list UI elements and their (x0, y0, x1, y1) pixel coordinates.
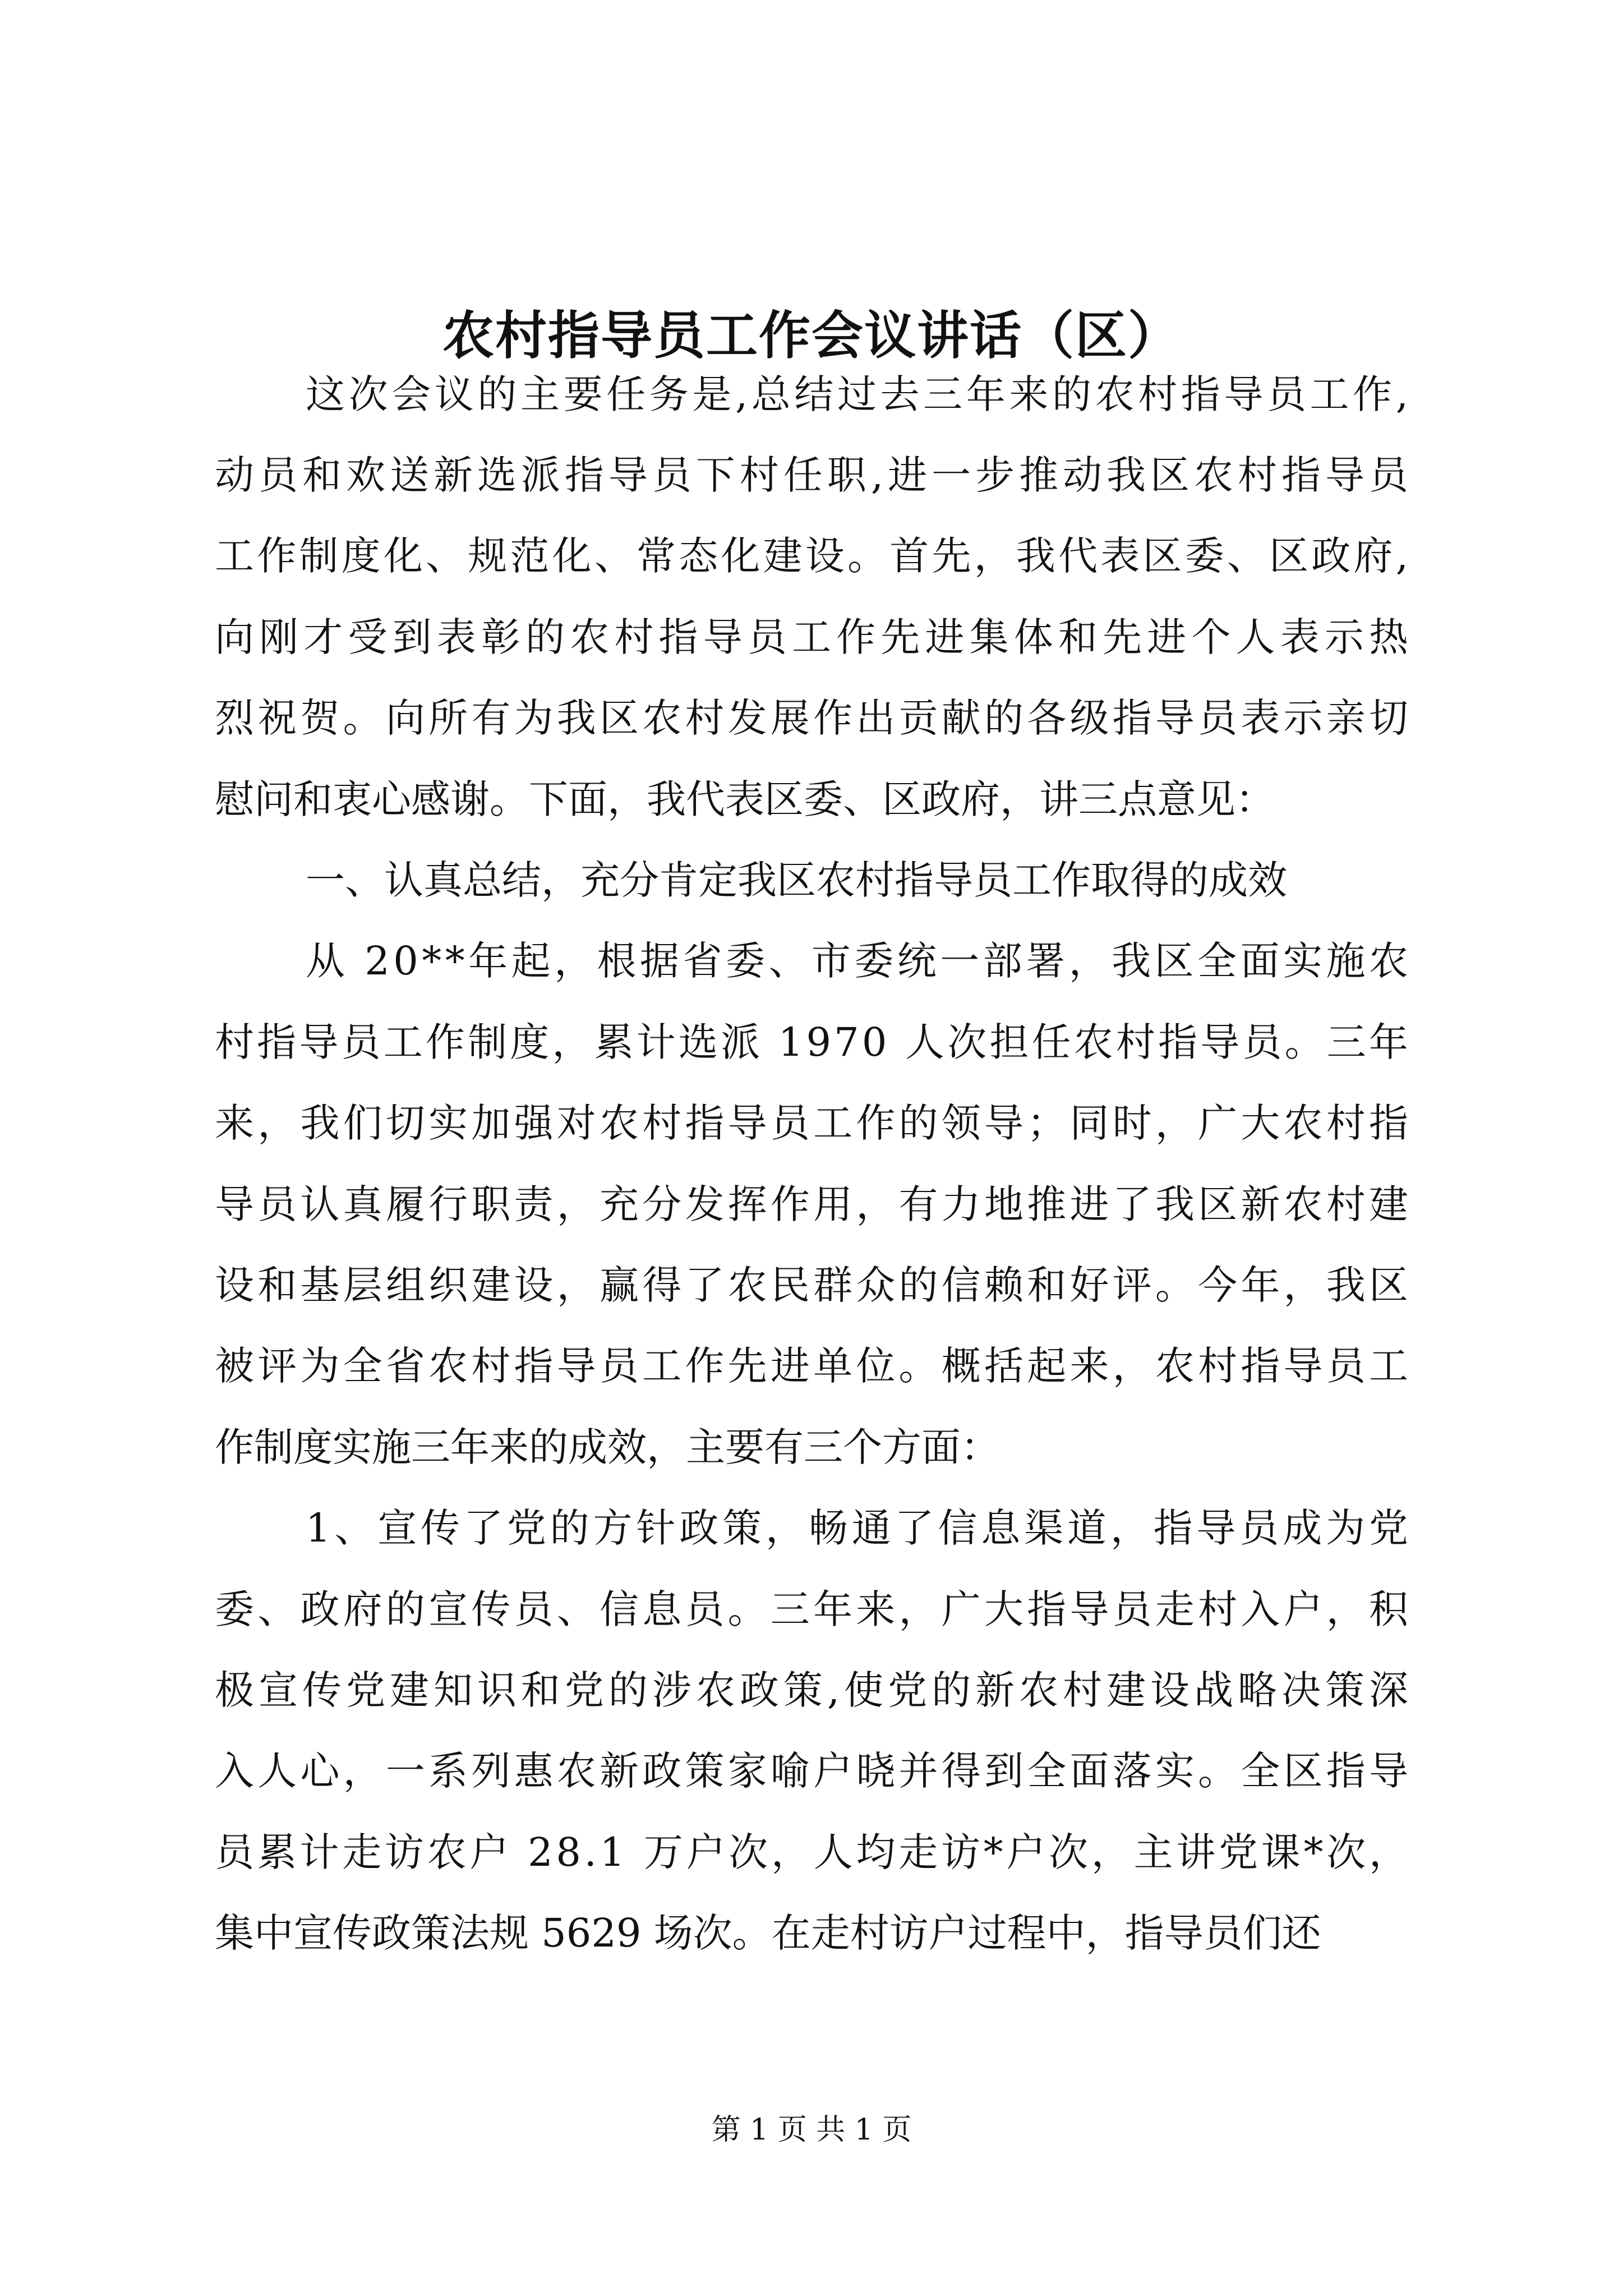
document-title: 农村指导员工作会议讲话（区） (442, 305, 1181, 366)
text-line (0, 1000, 1623, 1084)
text-line (0, 352, 1623, 436)
text-line-content: 导员认真履行职责，充分发挥作用，有力地推进了我区新农村建 (215, 1181, 1412, 1227)
text-line (0, 1891, 1623, 1975)
text-line (0, 1324, 1623, 1408)
text-line (0, 919, 1623, 1003)
text-line (0, 1648, 1623, 1732)
section-heading (0, 838, 1623, 922)
section-heading-text: 一、认真总结，充分肯定我区农村指导员工作取得的成效 (306, 857, 1287, 903)
text-line-content: 来，我们切实加强对农村指导员工作的领导；同时，广大农村指 (215, 1100, 1412, 1146)
text-line (0, 1243, 1623, 1327)
text-line-content: 被评为全省农村指导员工作先进单位。概括起来，农村指导员工 (215, 1343, 1412, 1389)
text-line (0, 1567, 1623, 1651)
text-line (0, 1486, 1623, 1570)
text-line-content: 员累计走访农户 28.1 万户次，人均走访*户次，主讲党课*次， (215, 1829, 1412, 1875)
text-line-content: 入人心，一系列惠农新政策家喻户晓并得到全面落实。全区指导 (215, 1748, 1412, 1794)
text-line-content: 委、政府的宣传员、信息员。三年来，广大指导员走村入户，积 (215, 1586, 1412, 1632)
page-footer: 第 1 页 共 1 页 (711, 2113, 912, 2147)
text-line (0, 595, 1623, 679)
text-line-content: 设和基层组织建设，赢得了农民群众的信赖和好评。今年，我区 (215, 1262, 1412, 1308)
text-line (0, 514, 1623, 598)
text-line-content: 慰问和衷心感谢。下面，我代表区委、区政府，讲三点意见： (215, 776, 1275, 822)
text-line-content: 从 20**年起，根据省委、市委统一部署，我区全面实施农 (306, 938, 1412, 984)
text-line-content: 极宣传党建知识和党的涉农政策,使党的新农村建设战略决策深 (215, 1667, 1413, 1713)
text-line-content: 作制度实施三年来的成效，主要有三个方面： (215, 1424, 1000, 1470)
text-line (0, 433, 1623, 517)
text-line (0, 757, 1623, 841)
text-line-content: 动员和欢送新选派指导员下村任职,进一步推动我区农村指导员 (215, 452, 1413, 498)
text-line-content: 工作制度化、规范化、常态化建设。首先，我代表区委、区政府, (215, 533, 1412, 579)
text-line (0, 1405, 1623, 1489)
text-line (0, 1162, 1623, 1246)
text-line-content: 村指导员工作制度，累计选派 1970 人次担任农村指导员。三年 (215, 1019, 1412, 1065)
text-line-content: 这次会议的主要任务是,总结过去三年来的农村指导员工作, (306, 371, 1412, 417)
text-line-content: 集中宣传政策法规 5629 场次。在走村访户过程中，指导员们还 (215, 1910, 1321, 1956)
text-line-content: 向刚才受到表彰的农村指导员工作先进集体和先进个人表示热 (215, 614, 1414, 660)
text-line (0, 1081, 1623, 1165)
text-line-content: 1、宣传了党的方针政策，畅通了信息渠道，指导员成为党 (306, 1505, 1412, 1551)
text-line (0, 1729, 1623, 1813)
text-line (0, 1810, 1623, 1894)
text-line-content: 烈祝贺。向所有为我区农村发展作出贡献的各级指导员表示亲切 (215, 695, 1412, 741)
text-line (0, 676, 1623, 760)
